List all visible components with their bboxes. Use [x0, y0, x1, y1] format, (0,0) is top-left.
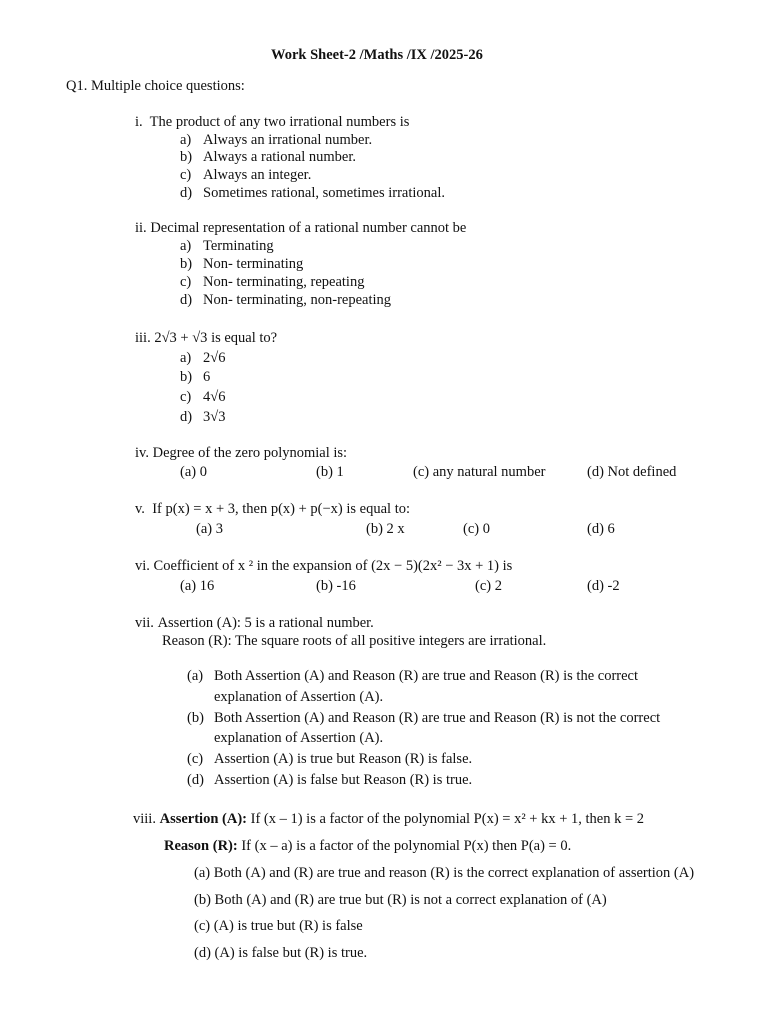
question-i — [135, 113, 409, 131]
question-iv — [135, 444, 347, 462]
math-expression: p(x) = x + 3 — [165, 501, 235, 517]
option-row: d) — [180, 185, 193, 201]
question-text: is equal to? — [211, 330, 278, 346]
option-text: (d) 6 — [587, 521, 615, 537]
question-iii — [135, 329, 277, 347]
option-text: Non- terminating, non-repeating — [203, 292, 392, 308]
question-number: iii. — [135, 330, 151, 346]
assertion-label: Assertion (A): — [159, 811, 247, 827]
option-text: (d) -2 — [587, 578, 620, 594]
option-row: c) — [180, 167, 192, 183]
option-text: (c) 2 — [475, 578, 502, 594]
question-number: vi. — [135, 558, 150, 574]
option-text: 3√3 — [203, 409, 226, 425]
assertion-text: Assertion (A): 5 is a rational number. — [157, 615, 374, 631]
option-key: (b) — [187, 710, 204, 726]
option-text: (a) 0 — [180, 464, 207, 480]
option-row: d) — [180, 292, 193, 308]
option-row: c) — [180, 274, 192, 290]
option-text: Non- terminating, repeating — [203, 274, 365, 290]
option-text: (c) (A) is true but (R) is false — [194, 918, 363, 934]
reason-text: If (x – a) is a factor of the polynomial P(x) then P(a) = 0. — [241, 838, 572, 854]
option-text: Sometimes rational, sometimes irrational. — [203, 185, 446, 201]
option-text: Always an integer. — [203, 167, 312, 183]
option-key: (a) — [187, 668, 204, 684]
option-text: Always a rational number. — [203, 149, 357, 165]
question-number: vii. — [135, 615, 154, 631]
reason-text: Reason (R): The square roots of all positive integers are irrational. — [162, 633, 547, 649]
option-text: Assertion (A) is false but Reason (R) is true. — [214, 772, 473, 788]
option-text: (b) 2 x — [366, 521, 405, 537]
question-text: Degree of the zero polynomial is: — [152, 445, 348, 461]
question-vii — [135, 614, 374, 632]
option-row: b) — [180, 369, 193, 385]
option-text: explanation of Assertion (A). — [214, 689, 384, 705]
option-text: Terminating — [203, 238, 274, 254]
math-expression: (2x − 5)(2x² − 3x + 1) — [371, 558, 500, 574]
option-text: 4√6 — [203, 389, 226, 405]
option-text: (b) Both (A) and (R) are true but (R) is not a correct explanation of (A) — [194, 892, 607, 908]
option-row: c) — [180, 389, 192, 405]
option-text: (c) 0 — [463, 521, 490, 537]
question-vi: vi. Coefficient of x ² in the expansion of (2x − 5)(2x² − 3x + 1) is — [135, 558, 513, 574]
question-number: ii. — [135, 220, 147, 236]
question-text: Decimal representation of a rational number cannot be — [150, 220, 467, 236]
option-key: (c) — [187, 751, 204, 767]
option-text: (b) -16 — [316, 578, 356, 594]
question-number: viii. — [133, 811, 156, 827]
worksheet-title: Work Sheet-2 /Maths /IX /2025-26 — [271, 47, 483, 63]
question-viii — [133, 810, 644, 828]
math-expression: x ² — [237, 558, 254, 574]
option-key: (d) — [187, 772, 204, 788]
option-row: a) — [180, 238, 192, 254]
option-text: (d) (A) is false but (R) is true. — [194, 945, 368, 961]
option-text: Assertion (A) is true but Reason (R) is false. — [214, 751, 473, 767]
option-text: explanation of Assertion (A). — [214, 730, 384, 746]
section-heading: Q1. Multiple choice questions: — [66, 78, 245, 94]
reason-label: Reason (R): — [164, 838, 238, 854]
option-text: 6 — [203, 369, 211, 385]
option-text: Non- terminating — [203, 256, 304, 272]
option-text: 2√6 — [203, 350, 226, 366]
question-text: The product of any two irrational numbers is — [149, 114, 410, 130]
option-text: (a) Both (A) and (R) are true and reason (R) is the correct explanation of assertion (A) — [194, 865, 695, 881]
option-row: d) — [180, 409, 193, 425]
option-row: a) — [180, 132, 192, 148]
option-text: (a) 3 — [196, 521, 223, 537]
option-text: (b) 1 — [316, 464, 344, 480]
reason-line — [164, 837, 571, 855]
question-v: v. If p(x) = x + 3, then p(x) + p(−x) is equal to: — [135, 501, 411, 517]
assertion-text: If (x – 1) is a factor of the polynomial P(x) = x² + kx + 1, then k = 2 — [250, 811, 645, 827]
option-text: (a) 16 — [180, 578, 215, 594]
question-number: v. — [135, 501, 145, 517]
option-row: b) — [180, 149, 193, 165]
option-text: (c) any natural number — [413, 464, 546, 480]
option-text: (d) Not defined — [587, 464, 677, 480]
question-number: iv. — [135, 445, 149, 461]
option-row: a) — [180, 350, 192, 366]
math-expression: p(x) + p(−x) — [270, 501, 343, 517]
option-row: b) — [180, 256, 193, 272]
option-text: Always an irrational number. — [203, 132, 373, 148]
option-text: Both Assertion (A) and Reason (R) are true and Reason (R) is not the correct — [214, 710, 661, 726]
question-number: i. — [135, 114, 143, 130]
option-text: Both Assertion (A) and Reason (R) are true and Reason (R) is the correct — [214, 668, 639, 684]
math-expression: 2√3 + √3 — [154, 330, 208, 346]
question-ii — [135, 219, 466, 237]
